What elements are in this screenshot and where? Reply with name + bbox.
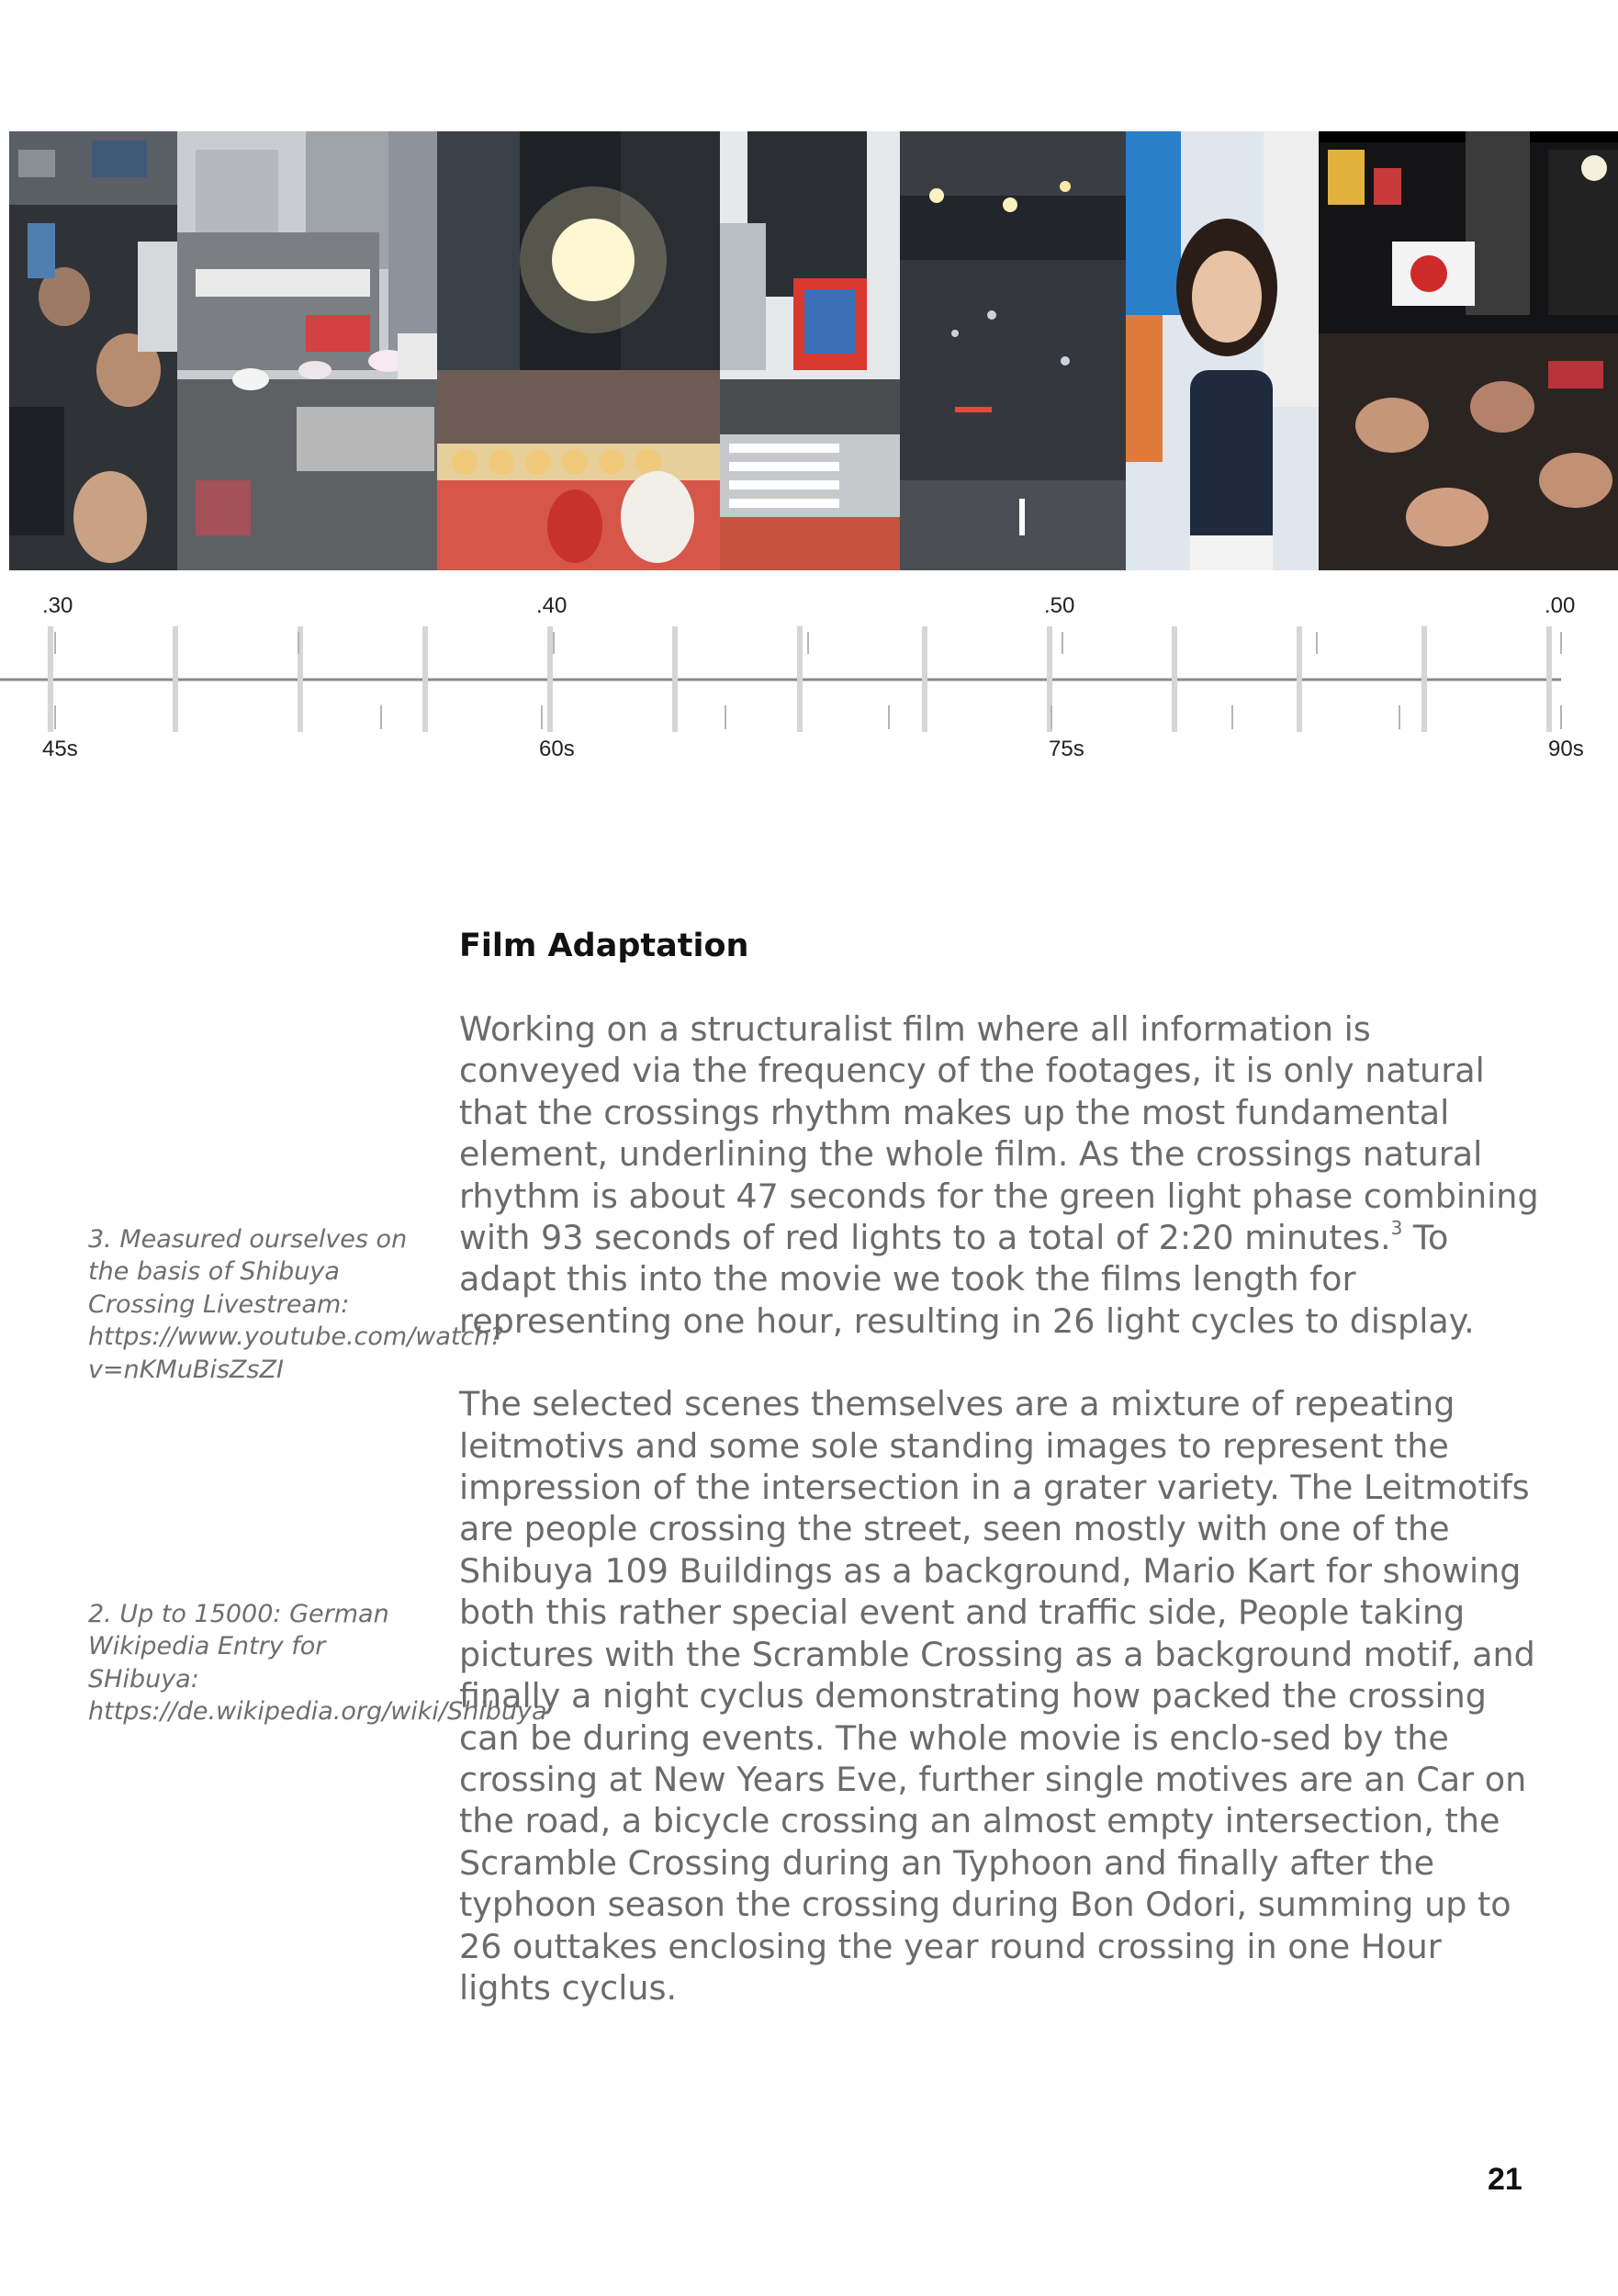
timeline-major-tick (1172, 626, 1177, 732)
timeline-top-label: .40 (536, 593, 567, 618)
crowd-portrait-frame (9, 131, 177, 570)
article-body (459, 1008, 1543, 2050)
footnote-ref: 3 (1390, 1217, 1403, 1240)
paragraph-2: The selected scenes themselves are a mixture of repeating leitmotivs and some sole standing images to represent the impression of the intersection in a grater variety. The Leitmotifs are people crossing the street, seen mostly with one of the Shibuya 109 Buildings as a background, Mario Kart for showing both this rather special event and traffic side, People taking pictures with the Scramble Crossing as a background motif, and finally a night cyclus demonstrating how packed the crossing can be during events. The whole movie is enclo-sed by the crossing at New Years Eve, further single motives are an Car on the road, a bicycle crossing an almost empty intersection, the Scramble Crossing during an Typhoon and finally after the typhoon season the crossing during Bon Odori, summing up to 26 outtakes enclosing the year round crossing in one Hour lights cyclus. (459, 1384, 1535, 2008)
page-number: 21 (1488, 2162, 1522, 2197)
timeline-bottom-label: 90s (1548, 737, 1584, 761)
photo-icon (1319, 131, 1618, 570)
timeline-top-label: .30 (42, 593, 73, 618)
timeline-major-tick (922, 626, 927, 732)
photo-icon (1126, 131, 1319, 570)
timeline-major-tick (1546, 626, 1552, 732)
timeline-major-tick (48, 626, 53, 732)
timeline-major-tick (672, 626, 678, 732)
timeline-major-tick (422, 626, 428, 732)
new-years-eve-crowd-frame (1319, 131, 1618, 570)
timeline (0, 588, 1618, 771)
timeline-bottom-label: 60s (539, 737, 575, 761)
timeline-ruler (0, 588, 1618, 771)
timeline-major-tick (1297, 626, 1302, 732)
timeline-major-tick (1421, 626, 1427, 732)
paragraph-1-tail: To adapt this into the movie we took the films length for representing one hour, resulting in 26 light cycles to display. (459, 1218, 1475, 1341)
rainy-crossing-frame (177, 131, 437, 570)
photo-icon (437, 131, 720, 570)
timeline-major-tick (173, 626, 178, 732)
photo-icon (9, 131, 177, 570)
timeline-bottom-label: 75s (1049, 737, 1084, 761)
photo-icon (720, 131, 900, 570)
photo-icon (177, 131, 437, 570)
timeline-bottom-label: 45s (42, 737, 78, 761)
paragraph-1 (459, 1008, 1543, 1342)
timeline-major-tick (547, 626, 553, 732)
footnote-3: 3. Measured ourselves on the basis of Shibuya Crossing Livestream: https://www.youtube.com/watch?v=nKMuBisZsZI (88, 1225, 503, 1384)
footnote-2: 2. Up to 15000: German Wikipedia Entry for SHibuya: https://de.wikipedia.org/wiki/Shibuya (88, 1600, 547, 1727)
woman-portrait-frame (1126, 131, 1319, 570)
timeline-major-tick (797, 626, 803, 732)
night-crowd-frame (900, 131, 1126, 570)
section-heading: Film Adaptation (459, 928, 749, 964)
photo-icon (900, 131, 1126, 570)
timeline-top-label: .50 (1044, 593, 1075, 618)
timeline-top-label: .00 (1545, 593, 1576, 618)
paragraph-1-text: Working on a structuralist film where all information is conveyed via the frequency of the footages, it is only natural that the crossings rhythm makes up the most fundamental element, underlining the whole film. As the crossings natural rhythm is about 47 seconds for the green light phase combining with 93 seconds of red lights to a total of 2:20 minutes. (459, 1009, 1539, 1258)
scramble-crossing-street-frame (720, 131, 900, 570)
film-strip (9, 131, 1618, 570)
bon-odori-festival-frame (437, 131, 720, 570)
